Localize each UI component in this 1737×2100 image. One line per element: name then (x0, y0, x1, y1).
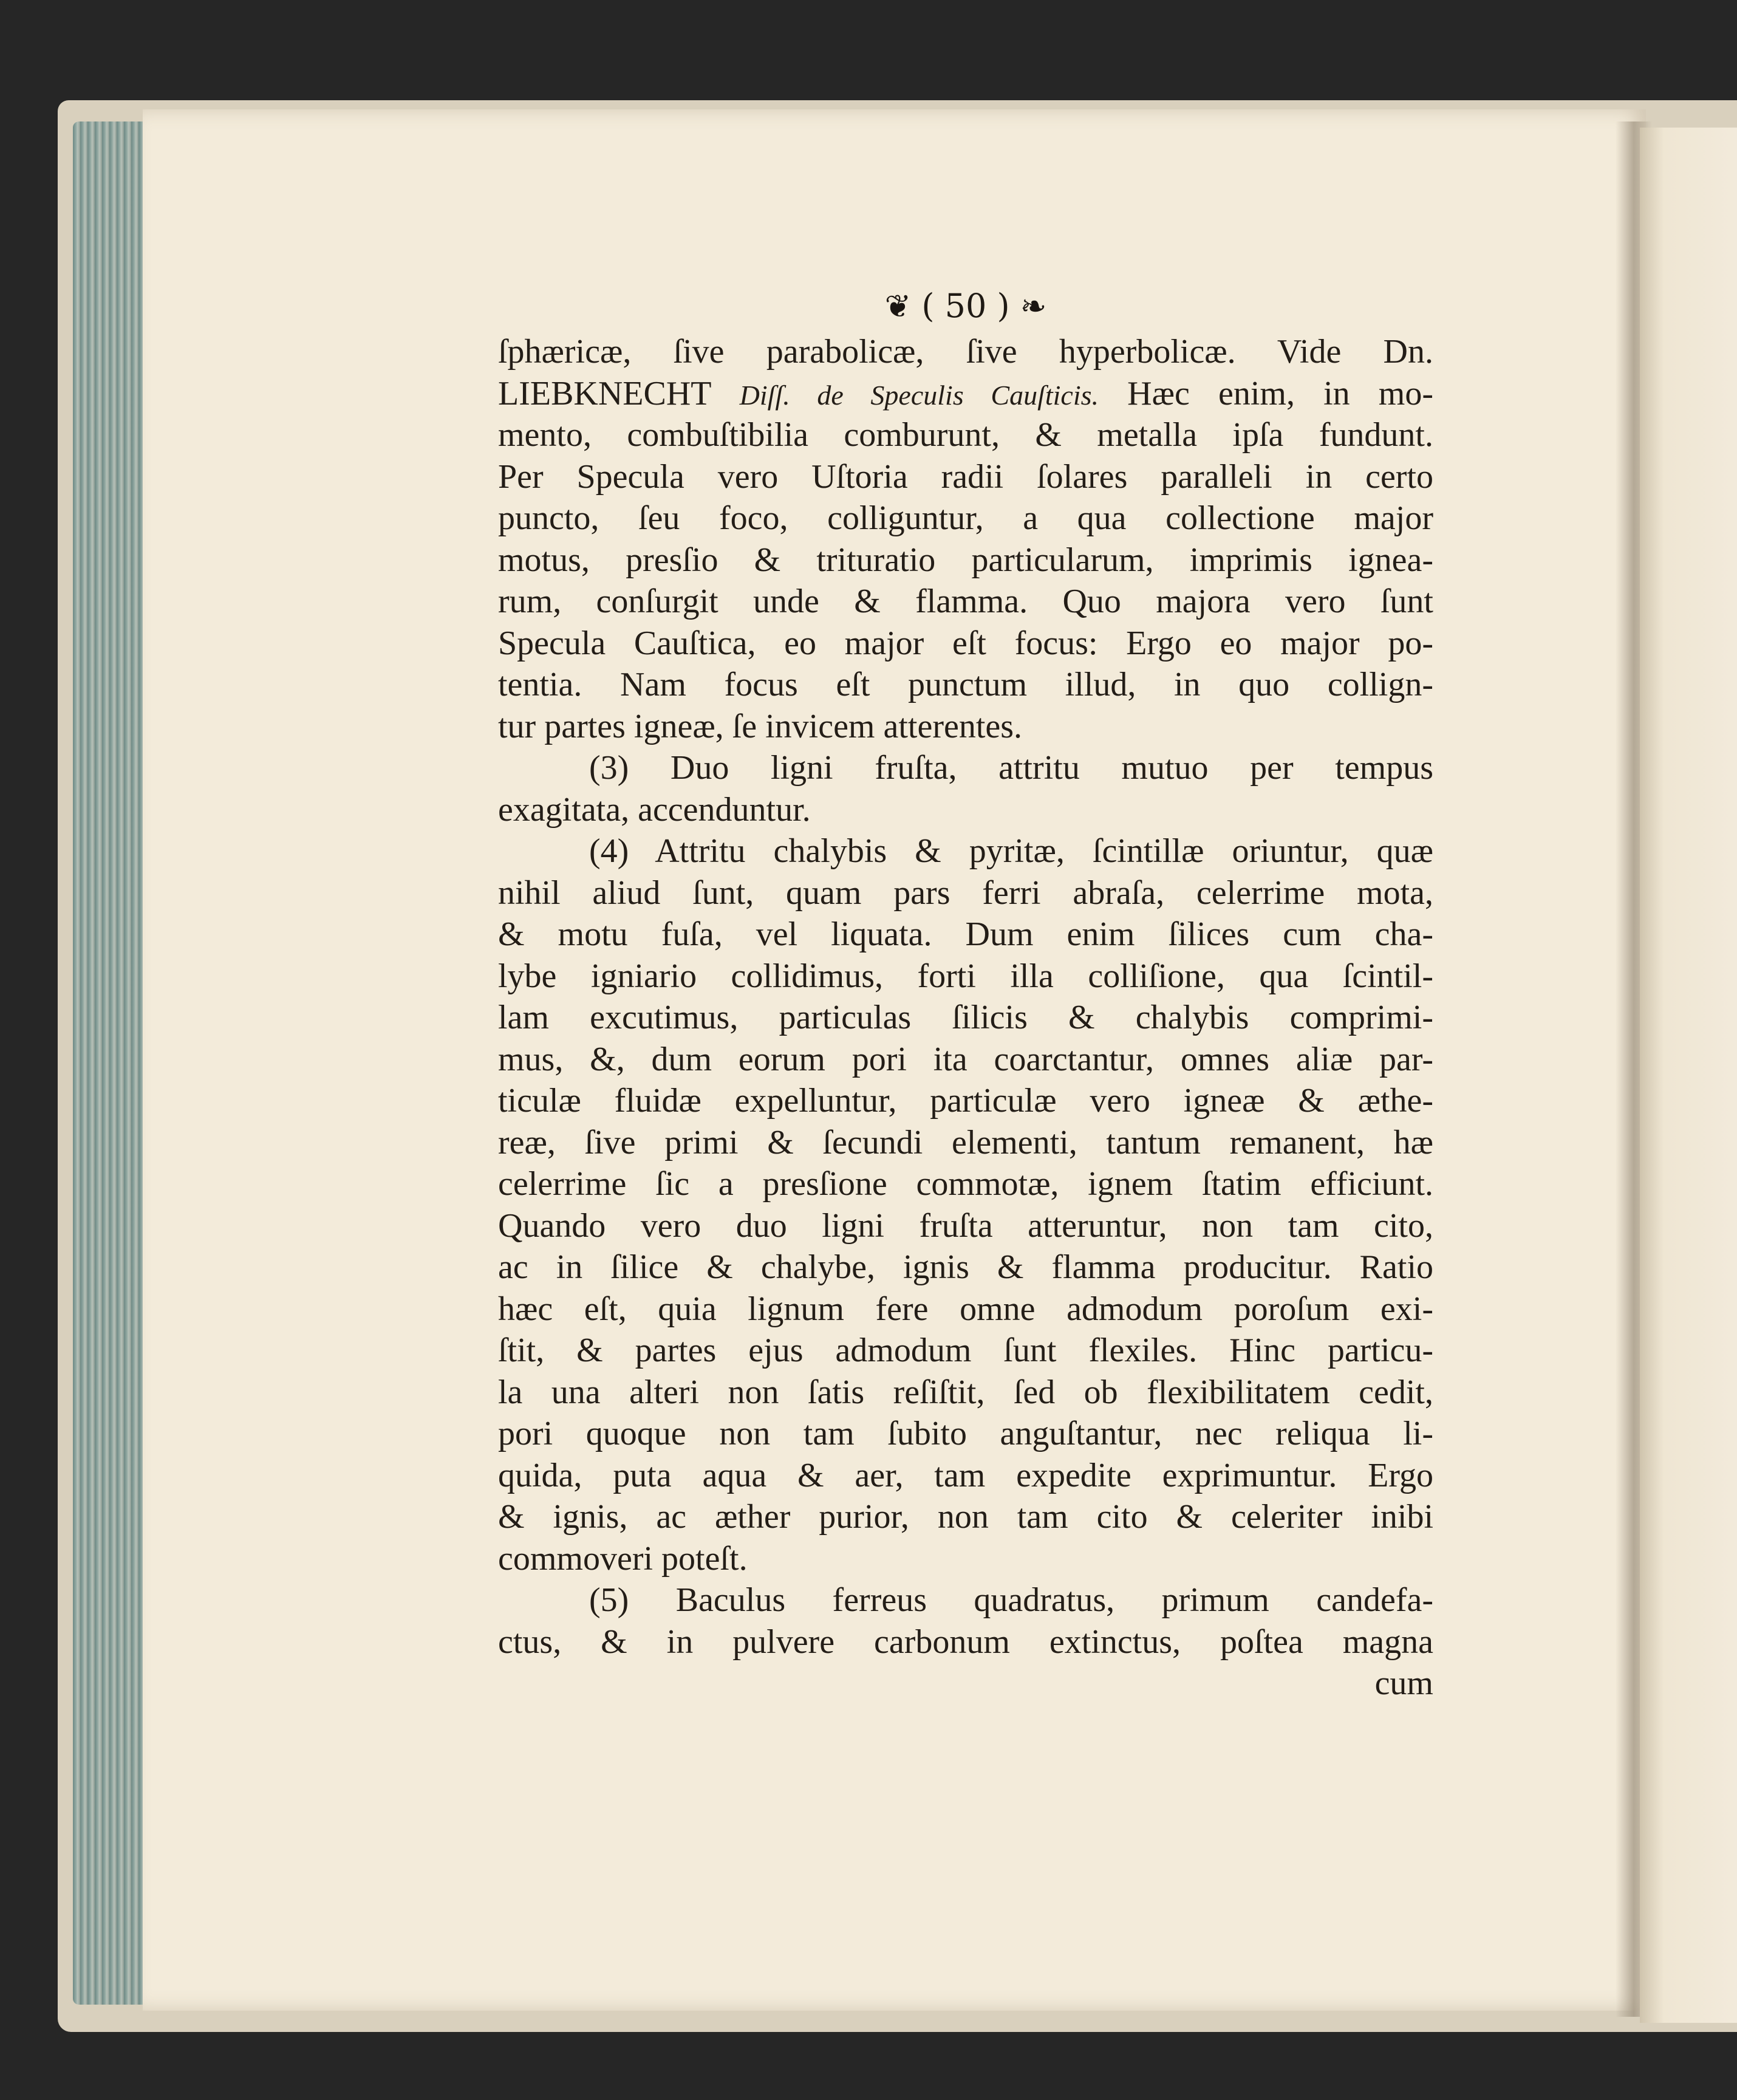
text-line: reæ, ſive primi & ſecundi elementi, tantum remanent, hæ (498, 1123, 1433, 1161)
text-line: lybe igniario collidimus, forti illa colliſione, qua ſcintil- (498, 957, 1433, 995)
citation-title: Diſſ. de Speculis Cauſticis. (739, 379, 1099, 411)
text-line: celerrime ſic a presſione commotæ, ignem ſtatim efficiunt. (498, 1165, 1433, 1203)
text-line: quida, puta aqua & aer, tam expedite exprimuntur. Ergo (498, 1456, 1433, 1494)
page-block-edges (73, 121, 152, 2005)
text-line: Specula Cauſtica, eo major eſt focus: Ergo eo major po- (498, 624, 1433, 662)
text-line: puncto, ſeu foco, colliguntur, a qua collectione major (498, 499, 1433, 537)
text-line: commoveri poteſt. (498, 1539, 748, 1578)
text-line (498, 373, 1433, 415)
text-line: lam excutimus, particulas ſilicis & chalybis comprimi- (498, 999, 1433, 1036)
right-ornament-icon: ❧ (1020, 289, 1047, 325)
catchword: cum (1374, 1664, 1433, 1702)
text-line: ctus, & in pulvere carbonum extinctus, poſtea magna (498, 1623, 1433, 1661)
paragraph-3-start: (3) Duo ligni fruſta, attritu mutuo per tempus (589, 749, 1433, 787)
author-name: LIEBKNECHT (498, 374, 711, 412)
text-line: ſtit, & partes ejus admodum ſunt flexiles. Hinc particu- (498, 1332, 1433, 1369)
text-fragment: Hæc enim, in mo- (1127, 374, 1433, 412)
text-line: rum, conſurgit unde & flamma. Quo majora vero ſunt (498, 583, 1433, 620)
text-line: tentia. Nam focus eſt punctum illud, in quo collign- (498, 666, 1433, 703)
right-page-edge (1640, 128, 1737, 2023)
text-line: exagitata, accenduntur. (498, 790, 811, 829)
text-line: & ignis, ac æther purior, non tam cito & celeriter inibi (498, 1498, 1433, 1536)
text-line: mus, &, dum eorum pori ita coarctantur, omnes aliæ par- (498, 1040, 1433, 1078)
text-line: ticulæ fluidæ expelluntur, particulæ vero igneæ & æthe- (498, 1082, 1433, 1120)
text-line: nihil aliud ſunt, quam pars ferri abraſa, celerrime mota, (498, 874, 1433, 912)
text-line: tur partes igneæ, ſe invicem atterentes. (498, 707, 1023, 745)
text-line: mento, combuſtibilia comburunt, & metalla ipſa fundunt. (498, 416, 1433, 454)
text-line: & motu fuſa, vel liquata. Dum enim ſilices cum cha- (498, 915, 1433, 953)
paragraph-4-start: (4) Attritu chalybis & pyritæ, ſcintillæ oriuntur, quæ (589, 832, 1433, 870)
page-number: ( 50 ) (921, 287, 1010, 325)
text-line: ac in ſilice & chalybe, ignis & flamma producitur. Ratio (498, 1248, 1433, 1286)
text-line: hæc eſt, quia lignum fere omne admodum poroſum exi- (498, 1290, 1433, 1328)
text-line: la una alteri non ſatis reſiſtit, ſed ob flexibilitatem cedit, (498, 1373, 1433, 1411)
left-ornament-icon: ❦ (884, 289, 912, 325)
text-line: pori quoque non tam ſubito anguſtantur, nec reliqua li- (498, 1415, 1433, 1452)
text-line: ſphæricæ, ſive parabolicæ, ſive hyperbolicæ. Vide Dn. (498, 333, 1433, 371)
text-line: motus, presſio & trituratio particularum, imprimis ignea- (498, 541, 1433, 579)
text-line: Quando vero duo ligni fruſta atteruntur, non tam cito, (498, 1206, 1433, 1245)
body-text (498, 331, 1433, 1705)
text-line: Per Specula vero Uſtoria radii ſolares paralleli in certo (498, 457, 1433, 496)
paragraph-5-start: (5) Baculus ferreus quadratus, primum candefa- (589, 1581, 1433, 1619)
